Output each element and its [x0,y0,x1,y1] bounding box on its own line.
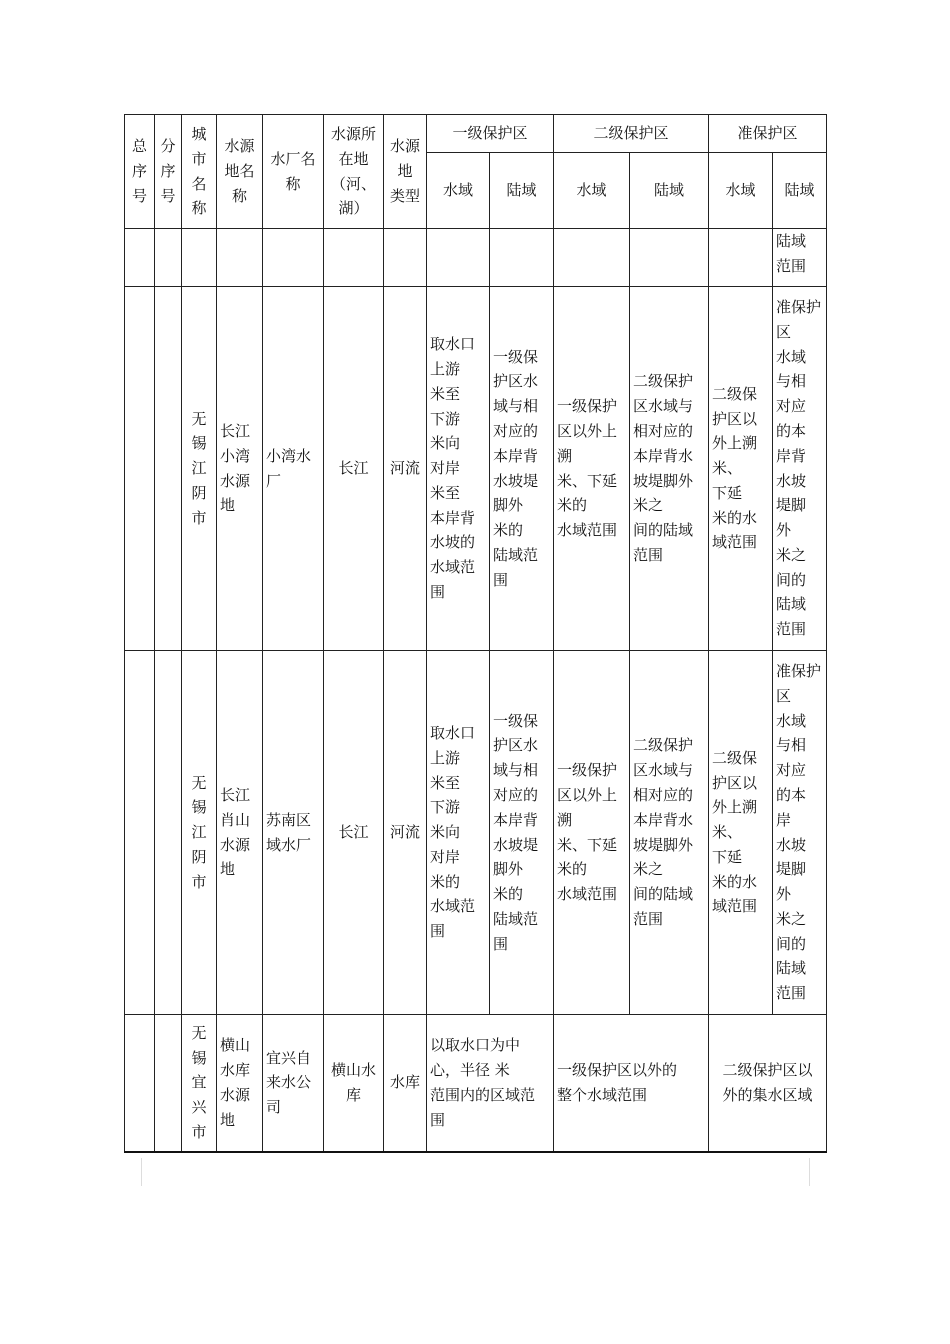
header-source-type: 水源 地 类型 [384,115,427,229]
table-row [125,651,827,1015]
cell-type: 河流 [384,287,427,651]
header-sub-no: 分 序 号 [155,115,182,229]
header-plant-name: 水厂名 称 [263,115,324,229]
header-q-water: 水域 [709,153,773,229]
cell-l1-land: 一级保 护区水 域与相 对应的 本岸背 水坡堤 脚外 米的 陆域范 围 [490,651,554,1015]
header-l1-water: 水域 [427,153,490,229]
header-source-name: 水源 地名 称 [217,115,263,229]
header-location: 水源所 在地 （河、 湖） [324,115,384,229]
header-quasi: 准保护区 [709,115,827,153]
cell-type: 水库 [384,1015,427,1152]
cell-l2-zone: 一级保护区以外的 整个水域范围 [554,1015,709,1152]
cell-quasi-land: 陆域 范围 [773,229,827,287]
faint-divider [809,1158,810,1186]
faint-divider [141,1158,142,1186]
cell-location: 横山水 库 [324,1015,384,1152]
header-level1: 一级保护区 [427,115,554,153]
cell-q-water: 二级保 护区以 外上溯 米、 下延 米的水 域范围 [709,651,773,1015]
cell-q-land: 准保护 区 水域 与相 对应 的本 岸背 水坡 堤脚 外 米之 间的 陆域 范围 [773,287,827,651]
cell-source: 长江 小湾 水源 地 [217,287,263,651]
cell-city: 无 锡 宜 兴 市 [182,1015,217,1152]
cell-source: 长江 肖山 水源 地 [217,651,263,1015]
header-total-no: 总 序 号 [125,115,155,229]
cell-plant: 小湾水 厂 [263,287,324,651]
header-l2-water: 水域 [554,153,630,229]
cell-quasi-zone: 二级保护区以 外的集水区域 [709,1015,827,1152]
cell-type: 河流 [384,651,427,1015]
cell-l1-zone: 以取水口为中 心，半径 米 范围内的区域范 围 [427,1015,554,1152]
cell-location: 长江 [324,651,384,1015]
header-city: 城 市 名 称 [182,115,217,229]
cell-plant: 苏南区 域水厂 [263,651,324,1015]
table-row [125,229,827,287]
cell-city: 无 锡 江 阴 市 [182,651,217,1015]
cell-l2-water: 一级保护 区以外上 溯 米、下延 米的 水域范围 [554,287,630,651]
header-level2: 二级保护区 [554,115,709,153]
header-l1-land: 陆域 [490,153,554,229]
header-q-land: 陆域 [773,153,827,229]
cell-q-land: 准保护 区 水域 与相 对应 的本 岸 水坡 堤脚 外 米之 间的 陆域 范围 [773,651,827,1015]
cell-l1-land: 一级保 护区水 域与相 对应的 本岸背 水坡堤 脚外 米的 陆域范 围 [490,287,554,651]
table-row [125,287,827,651]
cell-plant: 宜兴自 来水公 司 [263,1015,324,1152]
cell-l2-land: 二级保护 区水域与 相对应的 本岸背水 坡堤脚外 米之 间的陆域 范围 [630,651,709,1015]
header-l2-land: 陆域 [630,153,709,229]
cell-location: 长江 [324,287,384,651]
cell-l1-water: 取水口 上游 米至 下游 米向 对岸 米至 本岸背 水坡的 水域范 围 [427,287,490,651]
cell-l2-land: 二级保护 区水域与 相对应的 本岸背水 坡堤脚外 米之 间的陆域 范围 [630,287,709,651]
cell-l2-water: 一级保护 区以外上 溯 米、下延 米的 水域范围 [554,651,630,1015]
cell-city: 无 锡 江 阴 市 [182,287,217,651]
table-row [125,1015,827,1152]
cell-q-water: 二级保 护区以 外上溯 米、 下延 米的水 域范围 [709,287,773,651]
protection-zone-table [124,114,827,1153]
cell-source: 横山 水库 水源 地 [217,1015,263,1152]
cell-l1-water: 取水口 上游 米至 下游 米向 对岸 米的 水域范 围 [427,651,490,1015]
